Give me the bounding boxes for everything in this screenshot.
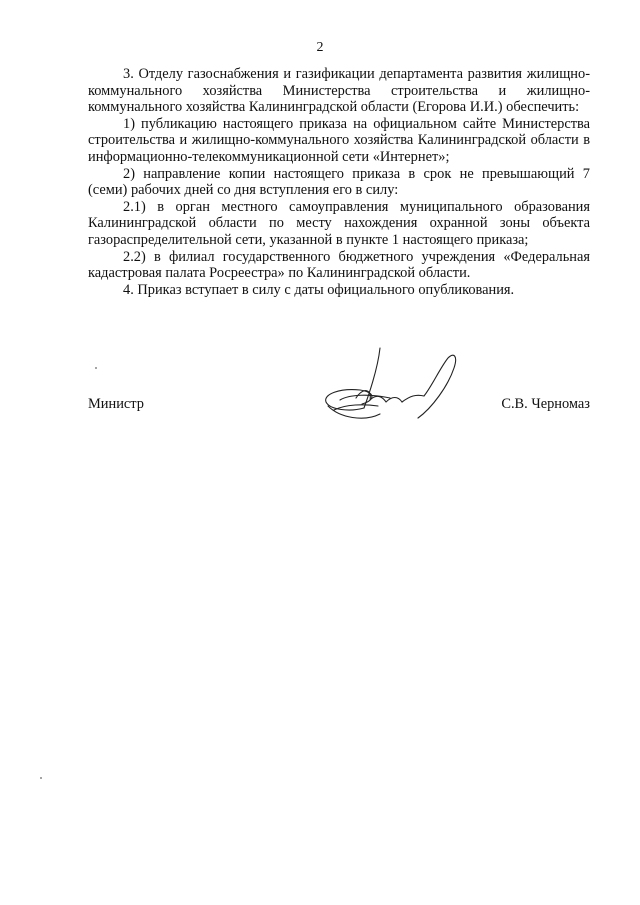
paragraph-4: 4. Приказ вступает в силу с даты официального опубликования. xyxy=(123,281,515,298)
scan-speck xyxy=(40,777,42,779)
paragraph-3-1: 1) публикацию настоящего приказа на официальном сайте Министерства строительства и жилищно-коммунального хозяйства Калининградской области в информационно-телекоммуникационной сети «Интернет»; xyxy=(88,115,590,165)
paragraph-3-2-1: 2.1) в орган местного самоуправления муниципального образования Калининградской области по месту нахождения охранной зоны объекта газораспределительной сети, указанной в пункте 1 настоящего приказа; xyxy=(88,198,590,248)
paragraph-3: 3. Отделу газоснабжения и газификации департамента развития жилищно-коммунального хозяйства Министерства строительства и жилищно-коммунального хозяйства Калининградской области (Егорова И.И.) обеспечить: xyxy=(88,66,590,116)
document-body xyxy=(88,66,590,298)
paragraph-3-2: 2) направление копии настоящего приказа в срок не превышающий 7 (семи) рабочих дней со дня вступления его в силу: xyxy=(88,165,590,199)
signature-block xyxy=(88,360,590,440)
paragraph-3-2-2: 2.2) в филиал государственного бюджетного учреждения «Федеральная кадастровая палата Росреестра» по Калининградской области. xyxy=(88,248,590,282)
scan-speck xyxy=(95,367,97,369)
signatory-name: С.В. Черномаз xyxy=(501,396,590,412)
signatory-role: Министр xyxy=(88,396,144,412)
handwritten-signature xyxy=(320,346,460,436)
page-number: 2 xyxy=(316,40,324,55)
